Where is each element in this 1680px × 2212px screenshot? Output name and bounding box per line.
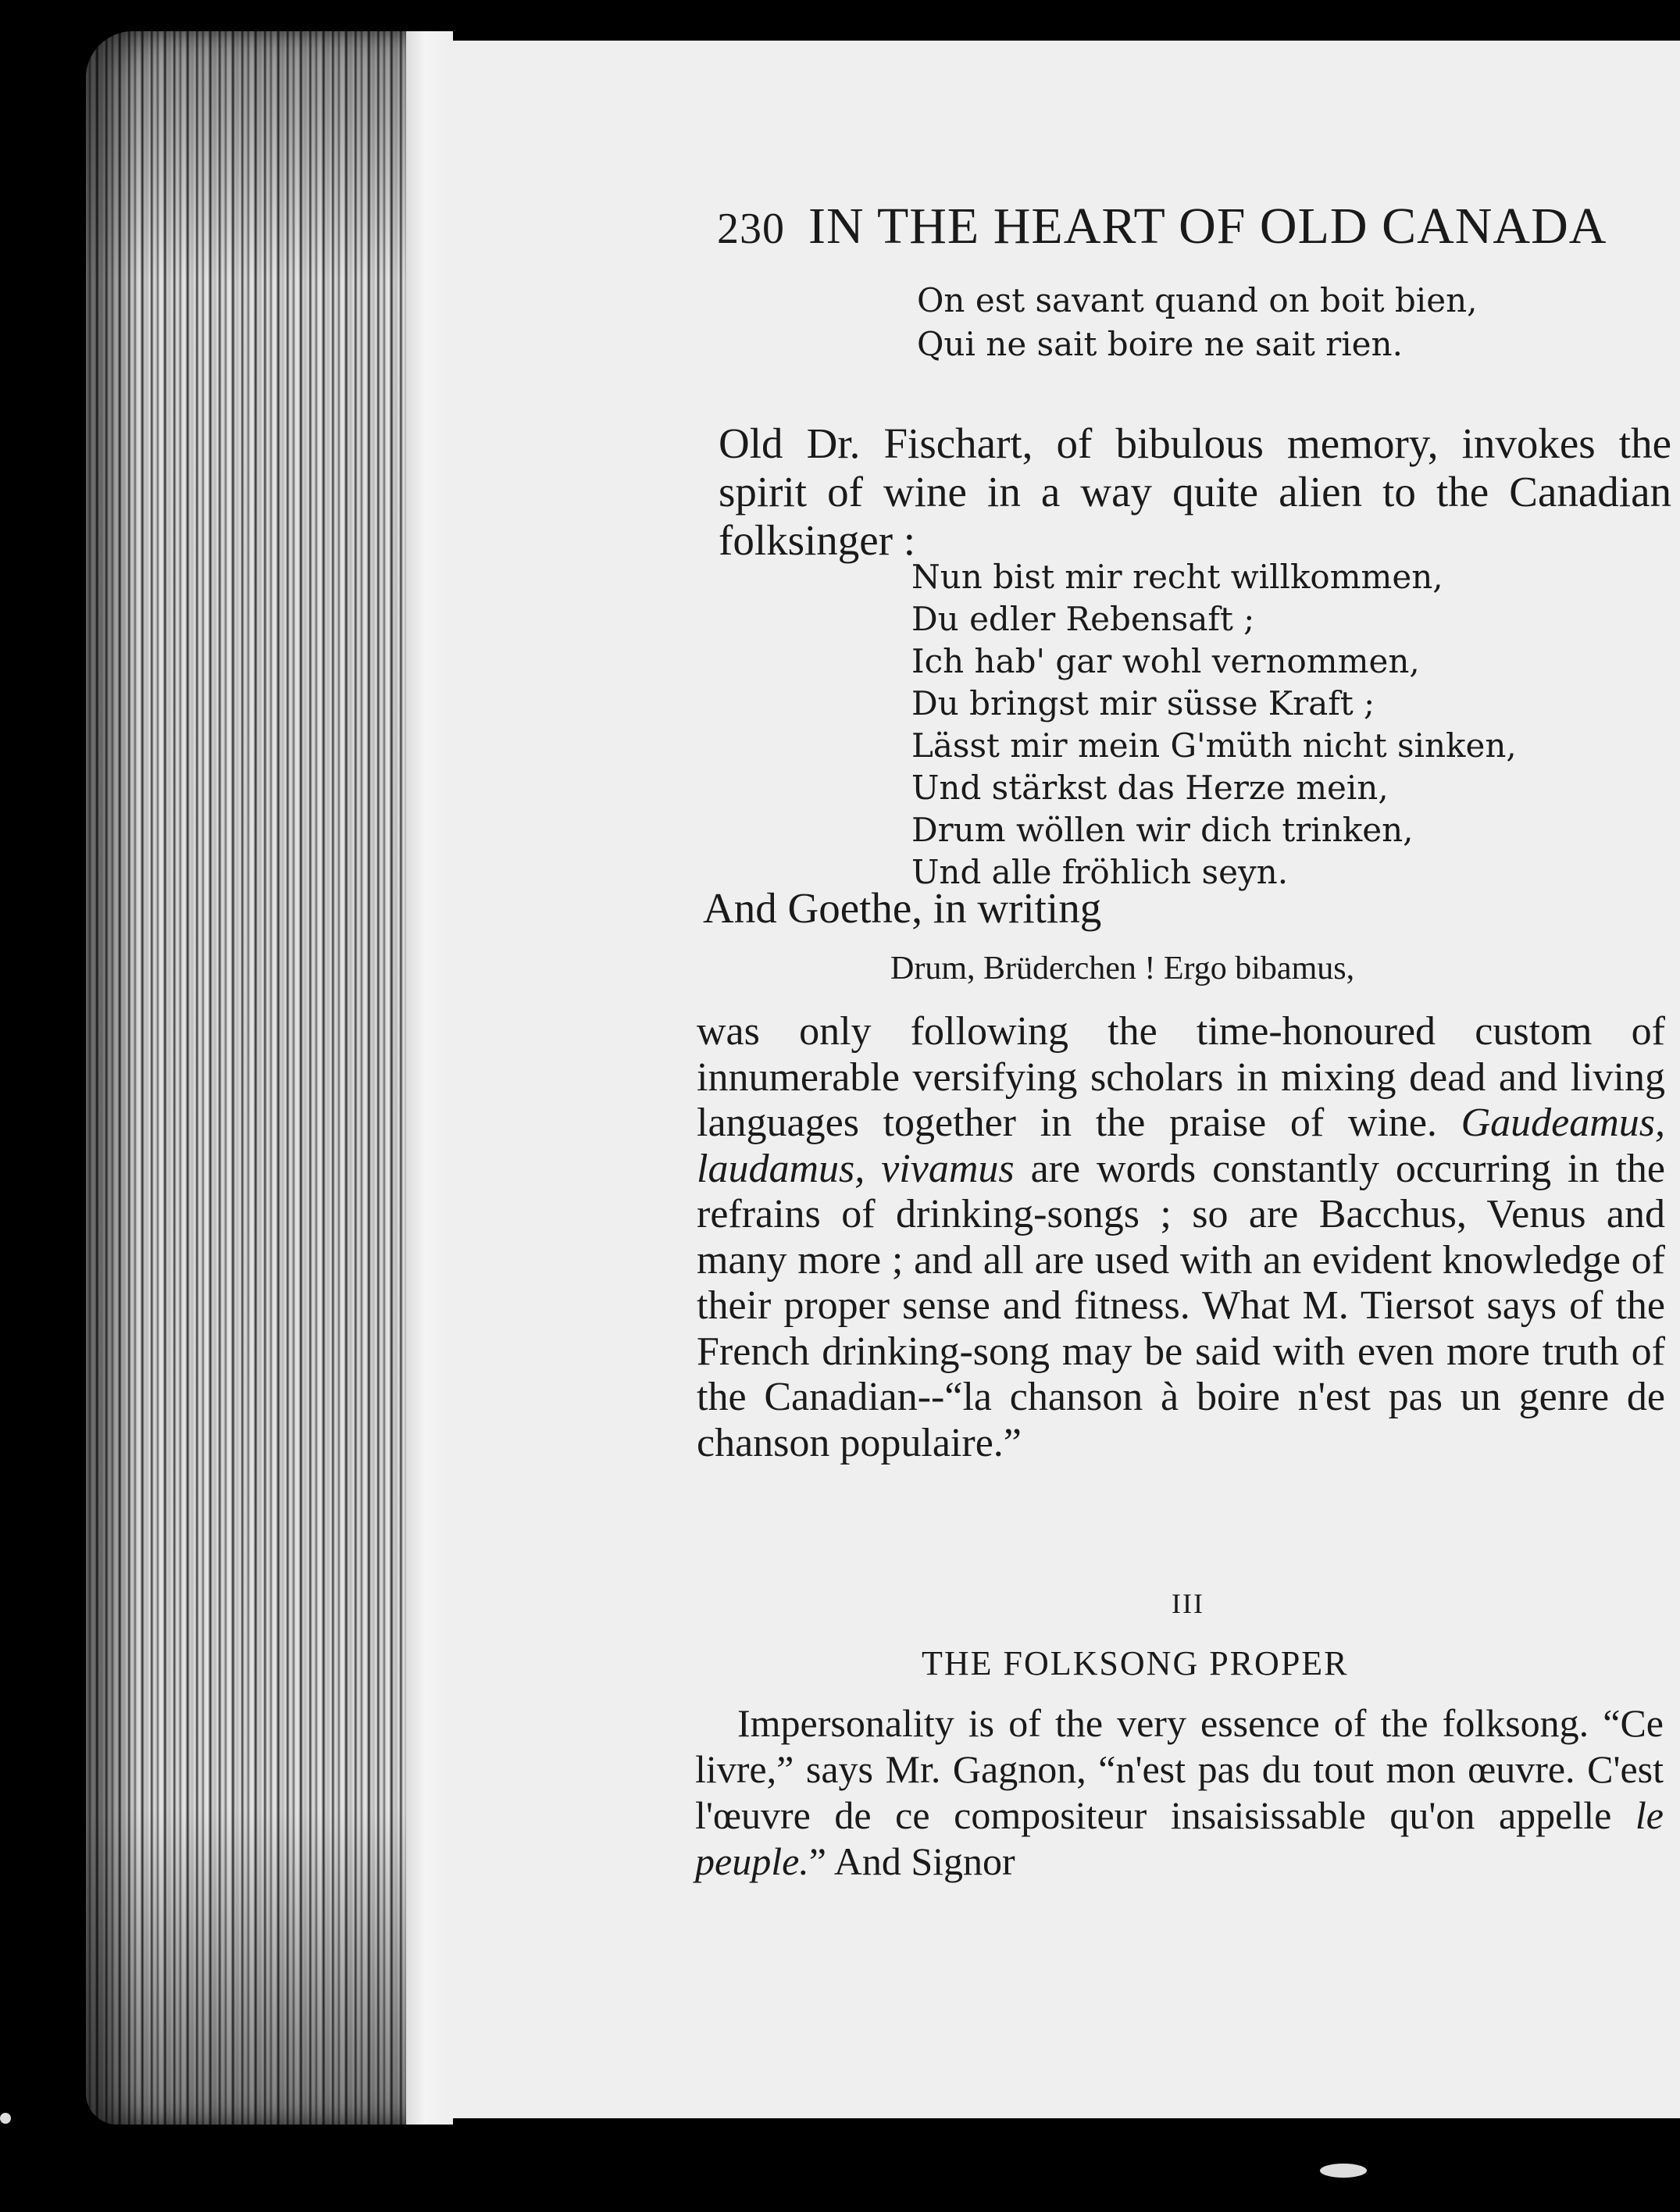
- italic-le-peuple: le peuple.: [695, 1793, 1664, 1883]
- verse-line: Ich hab' gar wohl vernommen,: [911, 642, 1420, 680]
- book-page-edges: [86, 31, 430, 2125]
- verse-line: Und stärkst das Herze mein,: [911, 769, 1389, 807]
- running-title: IN THE HEART OF OLD CANADA: [808, 198, 1607, 255]
- running-head: [717, 197, 1639, 275]
- verse-line: Nun bist mir recht willkommen,: [911, 558, 1443, 596]
- verse-french: [917, 279, 1477, 366]
- paragraph-custom: [697, 1009, 1665, 1466]
- verse-line: Und alle fröhlich seyn.: [911, 853, 1289, 891]
- verse-line: Lässt mir mein G'müth nicht sinken,: [911, 726, 1517, 765]
- scan-speck: [0, 2113, 11, 2124]
- verse-goethe: [890, 947, 1354, 990]
- paragraph-impersonality: [695, 1700, 1664, 1885]
- paragraph-text: Impersonality is of the very essence of the folksong. “Ce livre,” says Mr. Gagnon, “n'est pas du tout mon œuvre. C'est l'œuvre de ce compositeur insaisissable qu'on appelle: [695, 1701, 1664, 1837]
- verse-line: Du bringst mir süsse Kraft ;: [911, 684, 1375, 722]
- page-number: 230: [717, 205, 785, 253]
- verse-line: Drum, Brüderchen ! Ergo bibamus,: [890, 951, 1355, 986]
- italic-latin-words: Gaudeamus, laudamus, vivamus: [697, 1101, 1665, 1191]
- verse-line: Drum wöllen wir dich trinken,: [911, 811, 1414, 849]
- section-title: THE FOLKSONG PROPER: [922, 1644, 1349, 1682]
- verse-line: Qui ne sait boire ne sait rien.: [917, 325, 1403, 363]
- verse-line: Du edler Rebensaft ;: [911, 600, 1255, 638]
- section-number: III: [1172, 1588, 1204, 1619]
- paragraph-text: ” And Signor: [808, 1839, 1015, 1883]
- paragraph-text: are words constantly occurring in the refrains of drinking-songs ; so are Bacchus, Venus and many more ; and all are used with an evident knowledge of their proper sense and fitness. What M. Tiersot says of the French drinking-song may be said with even more truth of the Canadian--“la chanson à boire n'est pas un genre de chanson populaire.”: [697, 1146, 1665, 1465]
- paragraph-text: was only following the time-honoured custom of innumerable versifying scholars in mixing dead and living languages together in the praise of wine.: [697, 1009, 1665, 1145]
- verse-german: [911, 556, 1517, 894]
- scan-speck: [1320, 2164, 1367, 2178]
- book-page: [445, 41, 1680, 2118]
- paragraph-fischart: Old Dr. Fischart, of bibulous memory, invokes the spirit of wine in a way quite alien to the Canadian folksinger :: [719, 419, 1671, 564]
- paragraph-goethe: And Goethe, in writing: [703, 884, 1102, 932]
- verse-line: On est savant quand on boit bien,: [917, 281, 1478, 319]
